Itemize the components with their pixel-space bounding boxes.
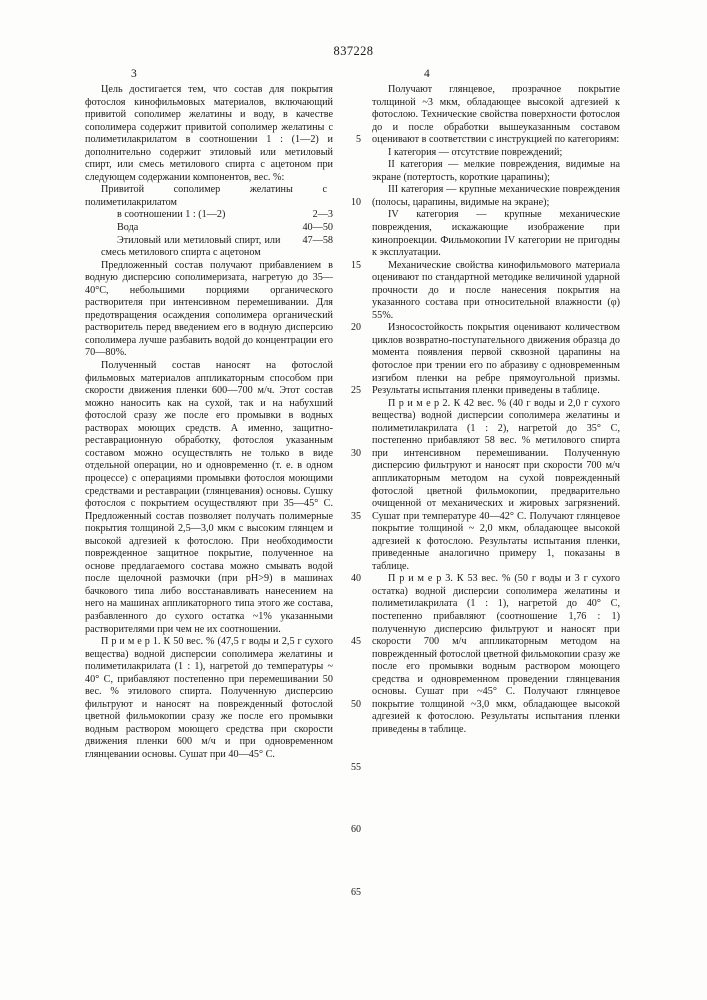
paragraph: Износостойкость покрытия оценивают количеством циклов возвратно-поступательного движения образца до момента появления первой сквозной царапины на фотослое при трении его по абразиву с одновременным изгибом пленки на ребре прямоугольной призмы. Результаты испытания пленки приведены в таблице. [372, 322, 620, 397]
paragraph: III категория — крупные механические повреждения (полосы, царапины, видимые на экране); [372, 184, 620, 208]
line-number: 60 [351, 824, 361, 836]
paragraph: Механические свойства кинофильмового материала оценивают по стандартной методике величиной ударной прочности до и после нанесения покрытия на указанного состава при относительной влажности (φ) 55%. [372, 259, 620, 321]
paragraph: Получают глянцевое, прозрачное покрытие толщиной ~3 мкм, обладающее высокой адгезией к фотослою. Технические свойства поверхности фотослоя до и после обработки вышеуказанным составом оценивают в соответствии с инструкцией по категориям: [372, 84, 620, 146]
line-number: 65 [351, 887, 361, 898]
line-number: 35 [351, 510, 361, 522]
composition-row [85, 209, 333, 222]
paragraph: Предложенный состав получают прибавлением в водную дисперсию сополимеризата, нагретую до 35—40°С, небольшими порциями органического растворителя при интенсивном перемешивании. Для предотвращения осаждения сополимера органический растворитель перед введением его в водную дисперсию сополимера лучше разбавить водой до концентрации его 70—80%. [85, 259, 333, 359]
composition-label: в соотношении 1 : (1—2) [117, 209, 226, 221]
line-number: 30 [351, 447, 361, 459]
composition-value: 47—58 [302, 234, 333, 246]
composition-row [85, 184, 333, 209]
paragraph: П р и м е р 2. К 42 вес. % (40 г воды и 2,0 г сухого вещества) водной дисперсии сополимера желатины и полиметилакрилата (1 : 2), нагретой до 35° С, постепенно прибавляют 58 вес. % метилового спирта при интенсивном перемешивании. Полученную дисперсию фильтруют и наносят при скорости 700 м/ч аппликаторным методом на сухой поврежденный фотослой цветной фильмокопии, предварительно очищенной от механических и жировых загрязнений. Сушат при температуре 40—42° С. Получают глянцевое покрытие толщиной ~ 2,0 мкм, обладающее высокой адгезией к фотослою. Результаты испытания пленки, приведенные аналогично примеру 1, показаны в таблице. [372, 397, 620, 572]
line-number: 45 [351, 636, 361, 648]
composition-label: Этиловый или метиловый спирт, или смесь метилового спирта с ацетоном [101, 234, 281, 259]
paragraph: I категория — отсутствие повреждений; [388, 146, 563, 158]
composition-label: Вода [117, 222, 139, 234]
line-number: 10 [351, 196, 361, 208]
paragraph: Полученный состав наносят на фотослой фильмовых материалов аппликаторным способом при скорости движения пленки 600—700 м/ч. Этот состав можно наносить как на сухой, так и на набухший фотослой сразу же после его промывки в водных растворах моющих средств. А именно, защитно-реставрационную обработку, фотослоя указанным составом можно осуществлять не только в виде отдельной операции, но и одновременно (т. е. в одном процессе) с операциями промывки фотослоя моющими средствами и реставрации (глянцевания) основы. Сушку фотослоя с покрытием осуществляют при 35—45° С. Предложенный состав позволяет получать полимерные покрытия толщиной 2,5—3,0 мкм с высоким глянцем и высокой адгезией к фотослою. При необходимости поврежденное защитное покрытие, полученное на основе предлагаемого состава можно смывать водой после щелочной размочки (при рН>9) в машинах бачкового типа либо восстанавливать нанесением на него на машинах аппликаторного типа этого же состава, разбавленного до сухого остатка ~1% указанными растворителями при чем не их соотношении. [85, 360, 333, 635]
paragraph: Цель достигается тем, что состав для покрытия фотослоя кинофильмовых материалов, включающий привитой сополимер желатины и воду, в качестве сополимера содержит привитой сополимер желатины с полиметилакрилатом в соотношении 1 : (1—2) и дополнительно содержит этиловый или метиловый спирт, или смесь метилового спирта с ацетоном при следующем содержании компонентов, вес. %: [85, 84, 333, 183]
left-column-number: 3 [131, 68, 137, 80]
composition-value: 2—3 [312, 209, 333, 221]
patent-number: 837228 [333, 44, 374, 58]
line-number-gutter [345, 84, 361, 900]
composition-row [85, 222, 333, 235]
line-number: 40 [351, 573, 361, 585]
paragraph: П р и м е р 1. К 50 вес. % (47,5 г воды и 2,5 г сухого вещества) водной дисперсии сополимера желатины и полиметилакрилата (1 : 1), нагретой до температуры ~ 40° С, прибавляют постепенно при перемешивании 50 вес. % этилового спирта. Полученную дисперсию фильтруют и наносят на поврежденный фотослой цветной фильмокопии сразу же после его промывки водным раствором моющего средства при скорости движения пленки 600 м/ч и при одновременном глянцевании основы. Сушат при 40—45° С. [85, 636, 333, 760]
paragraph: IV категория — крупные механические повреждения, искажающие изображение при кинопроекции. Фильмокопии IV категории не пригодны к эксплуатации. [372, 209, 620, 259]
left-text-column [85, 84, 333, 762]
line-number: 55 [351, 761, 361, 773]
composition-value: 40—50 [302, 222, 333, 234]
paragraph: П р и м е р 3. К 53 вес. % (50 г воды и 3 г сухого остатка) водной дисперсии сополимера желатины и полиметилакрилата (1 : 1), нагретой до 40° С, постепенно прибавляют (соотношение 1,76 : 1) полученную дисперсию фильтруют и наносят при скорости 700 м/ч аппликаторным методом на поврежденный фотослой цветной фильмокопии сразу же после его промывки водным раствором моющего средства и одновременном проведении глянцевания основы. Сушат при ~45° С. Получают глянцевое покрытие толщиной ~3,0 мкм, обладающее высокой адгезией к фотослою. Результаты испытания пленки приведены в таблице. [372, 573, 620, 735]
line-number: 25 [351, 385, 361, 397]
line-number: 15 [351, 259, 361, 271]
line-number: 5 [356, 134, 361, 146]
right-column-number: 4 [424, 68, 430, 80]
right-text-column [372, 84, 620, 736]
line-number: 50 [351, 698, 361, 710]
paragraph: II категория — мелкие повреждения, видимые на экране (потертость, короткие царапины); [372, 159, 620, 183]
composition-row [85, 235, 333, 260]
composition-label: Привитой сополимер желатины с полиметилакрилатом [85, 184, 327, 208]
line-number: 20 [351, 322, 361, 334]
